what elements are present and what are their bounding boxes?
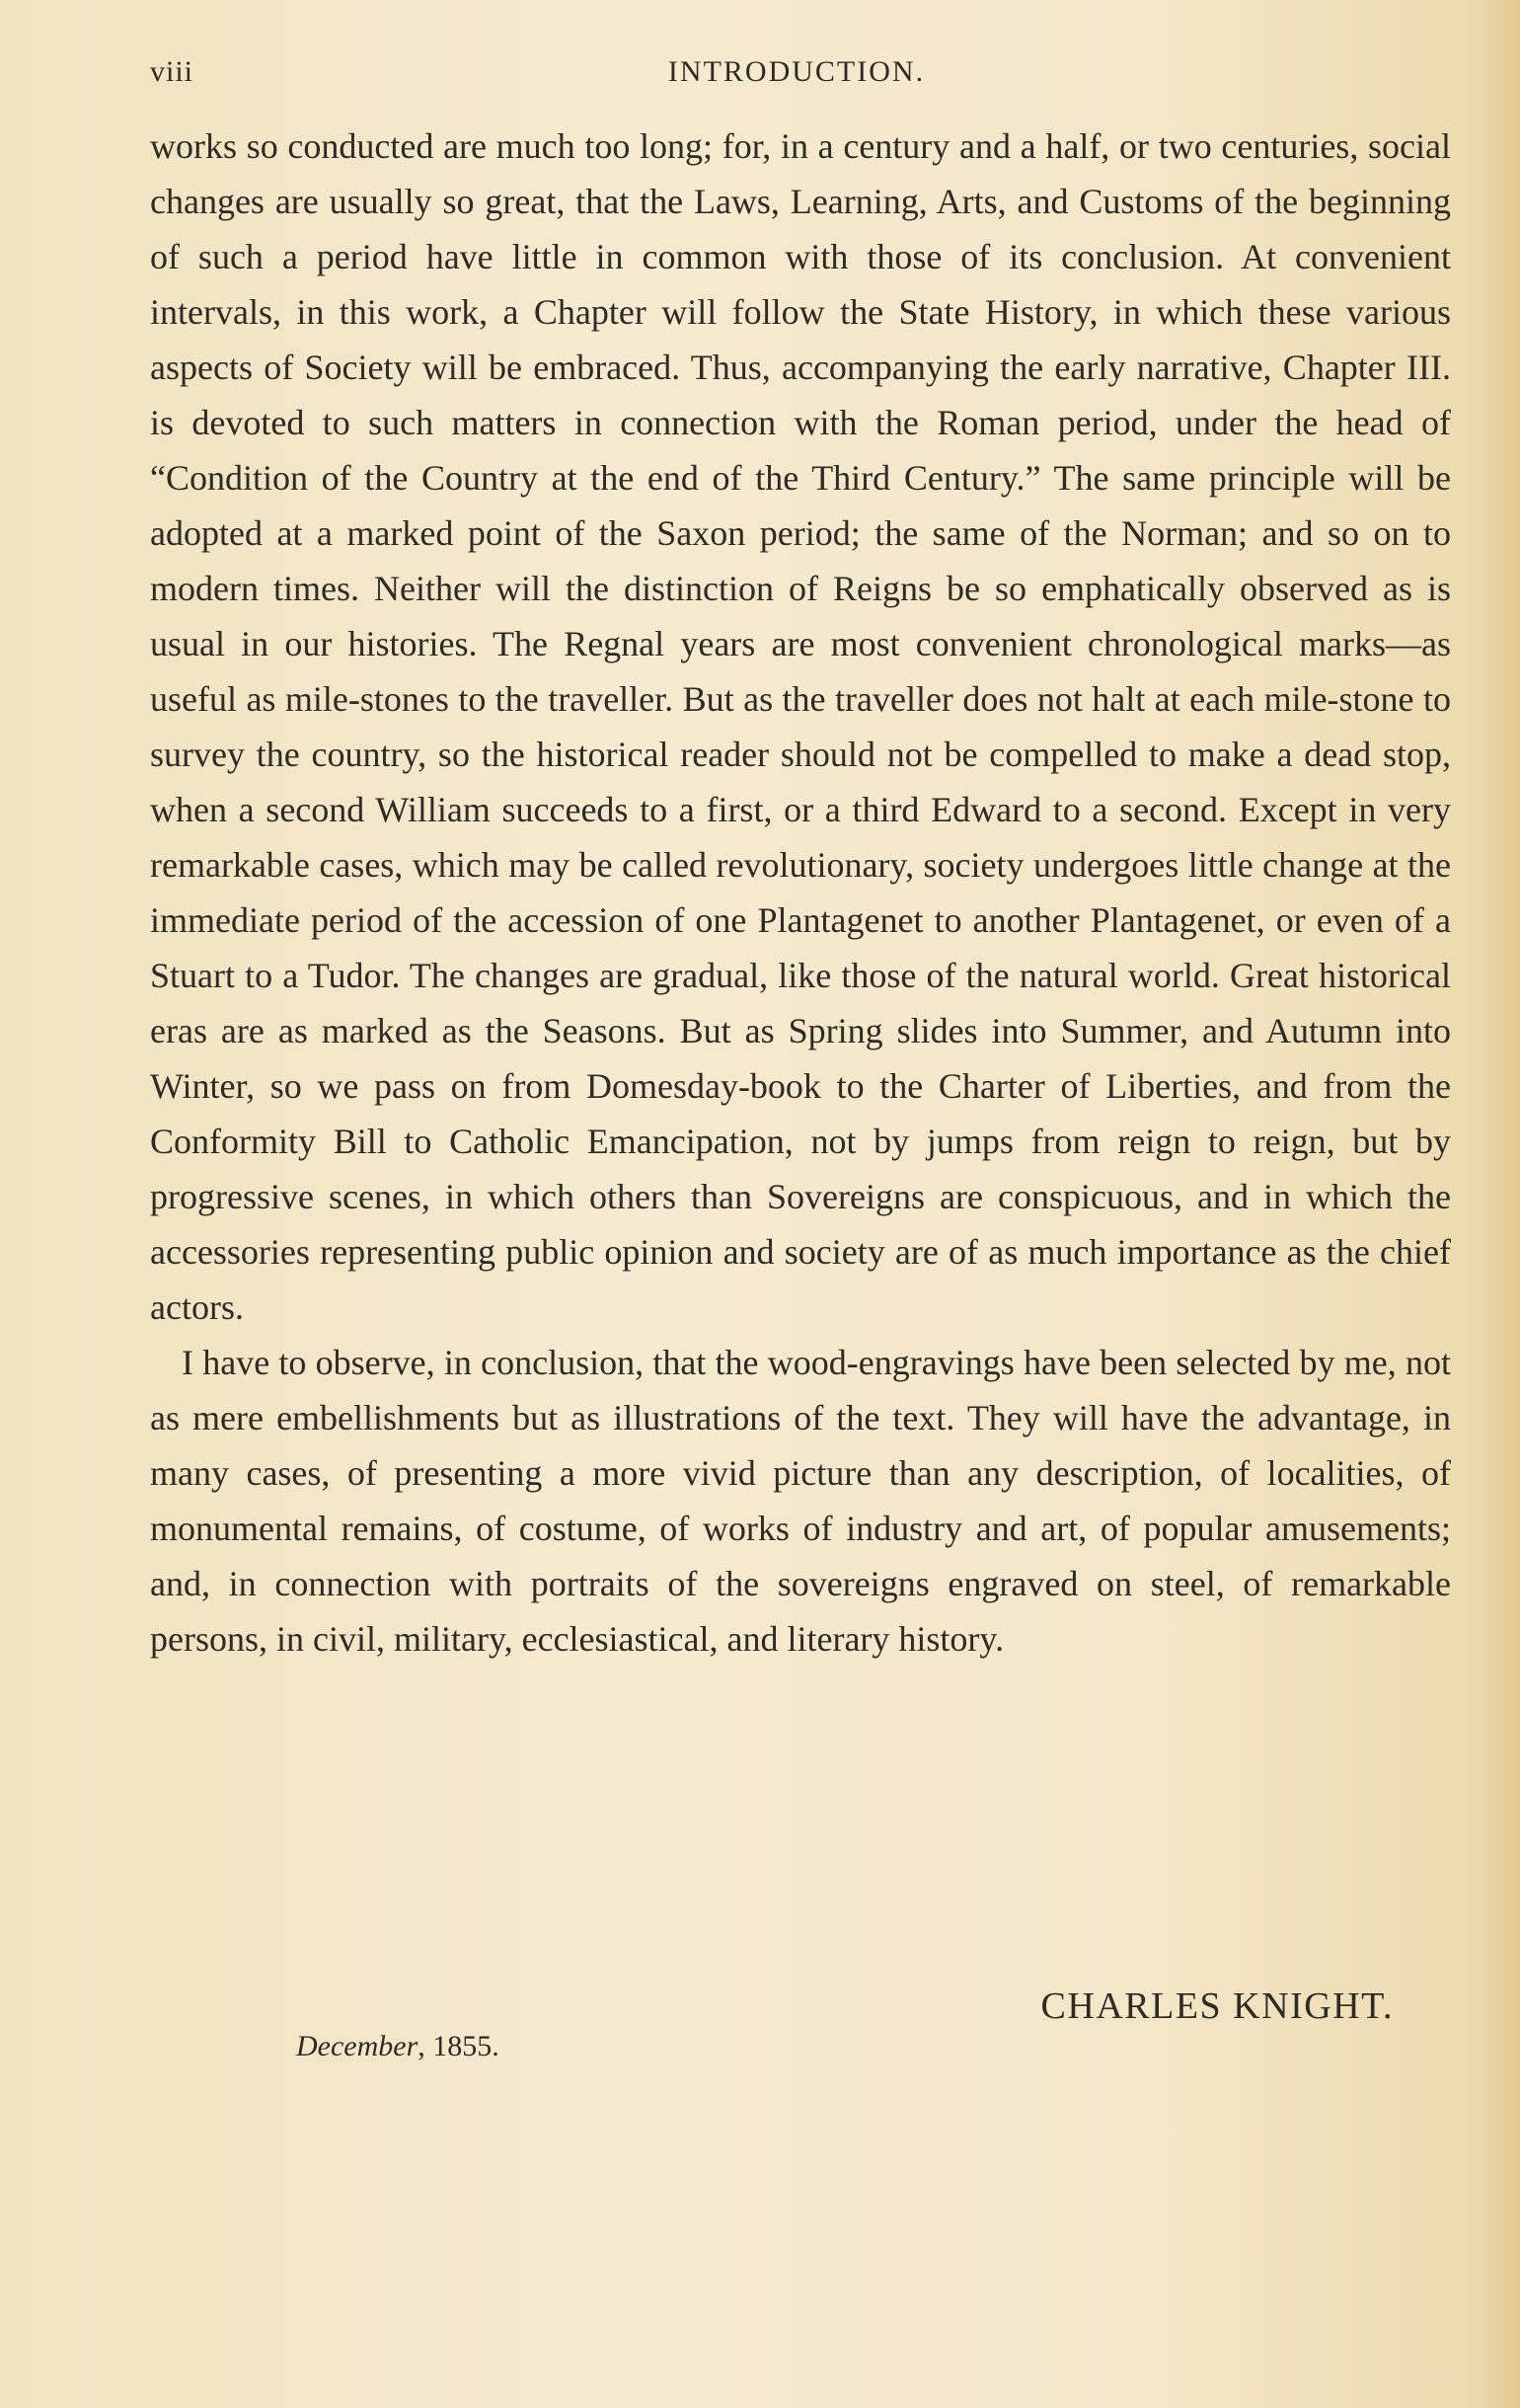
body-text <box>150 118 1451 1667</box>
page-number: viii <box>150 55 194 88</box>
author-signature: CHARLES KNIGHT. <box>1040 1985 1394 2027</box>
page-edge-shading <box>1473 0 1520 2408</box>
dateline <box>296 2030 499 2063</box>
paragraph-1: works so conducted are much too long; for, in a century and a half, or two centuries, social changes are usually so great, that the Laws, Learning, Arts, and Customs of the beginning of such a period have little in common with those of its conclusion. At convenient intervals, in this work, a Chapter will follow the State History, in which these various aspects of Society will be embraced. Thus, accompanying the early narrative, Chapter III. is devoted to such matters in connection with the Roman period, under the head of “Condition of the Country at the end of the Third Century.” The same principle will be adopted at a marked point of the Saxon period; the same of the Norman; and so on to modern times. Neither will the distinction of Reigns be so emphatically observed as is usual in our histories. The Regnal years are most convenient chronological marks—as useful as mile-stones to the traveller. But as the traveller does not halt at each mile-stone to survey the country, so the historical reader should not be compelled to make a dead stop, when a second William succeeds to a first, or a third Edward to a second. Except in very remarkable cases, which may be called revolutionary, society undergoes little change at the immediate period of the accession of one Plantagenet to another Plantagenet, or even of a Stuart to a Tudor. The changes are gradual, like those of the natural world. Great historical eras are as marked as the Seasons. But as Spring slides into Summer, and Autumn into Winter, so we pass on from Domesday-book to the Charter of Liberties, and from the Conformity Bill to Catholic Emancipation, not by jumps from reign to reign, but by progressive scenes, in which others than Sovereigns are conspicuous, and in which the accessories representing public opinion and society are of as much importance as the chief actors. <box>150 126 1451 1327</box>
paragraph-2: I have to observe, in conclusion, that the wood-engravings have been selected by me, not as mere embellishments but as illustrations of the text. They will have the advantage, in many cases, of presenting a more vivid picture than any description, of localities, of monumental remains, of costume, of works of industry and art, of popular amusements; and, in connection with portraits of the sovereigns engraved on steel, of remarkable persons, in civil, military, ecclesiastical, and literary history. <box>150 1343 1451 1659</box>
dateline-year: , 1855. <box>418 2030 499 2062</box>
page-header <box>150 51 1443 101</box>
running-title: INTRODUCTION. <box>667 55 926 88</box>
dateline-month: December <box>296 2030 418 2062</box>
